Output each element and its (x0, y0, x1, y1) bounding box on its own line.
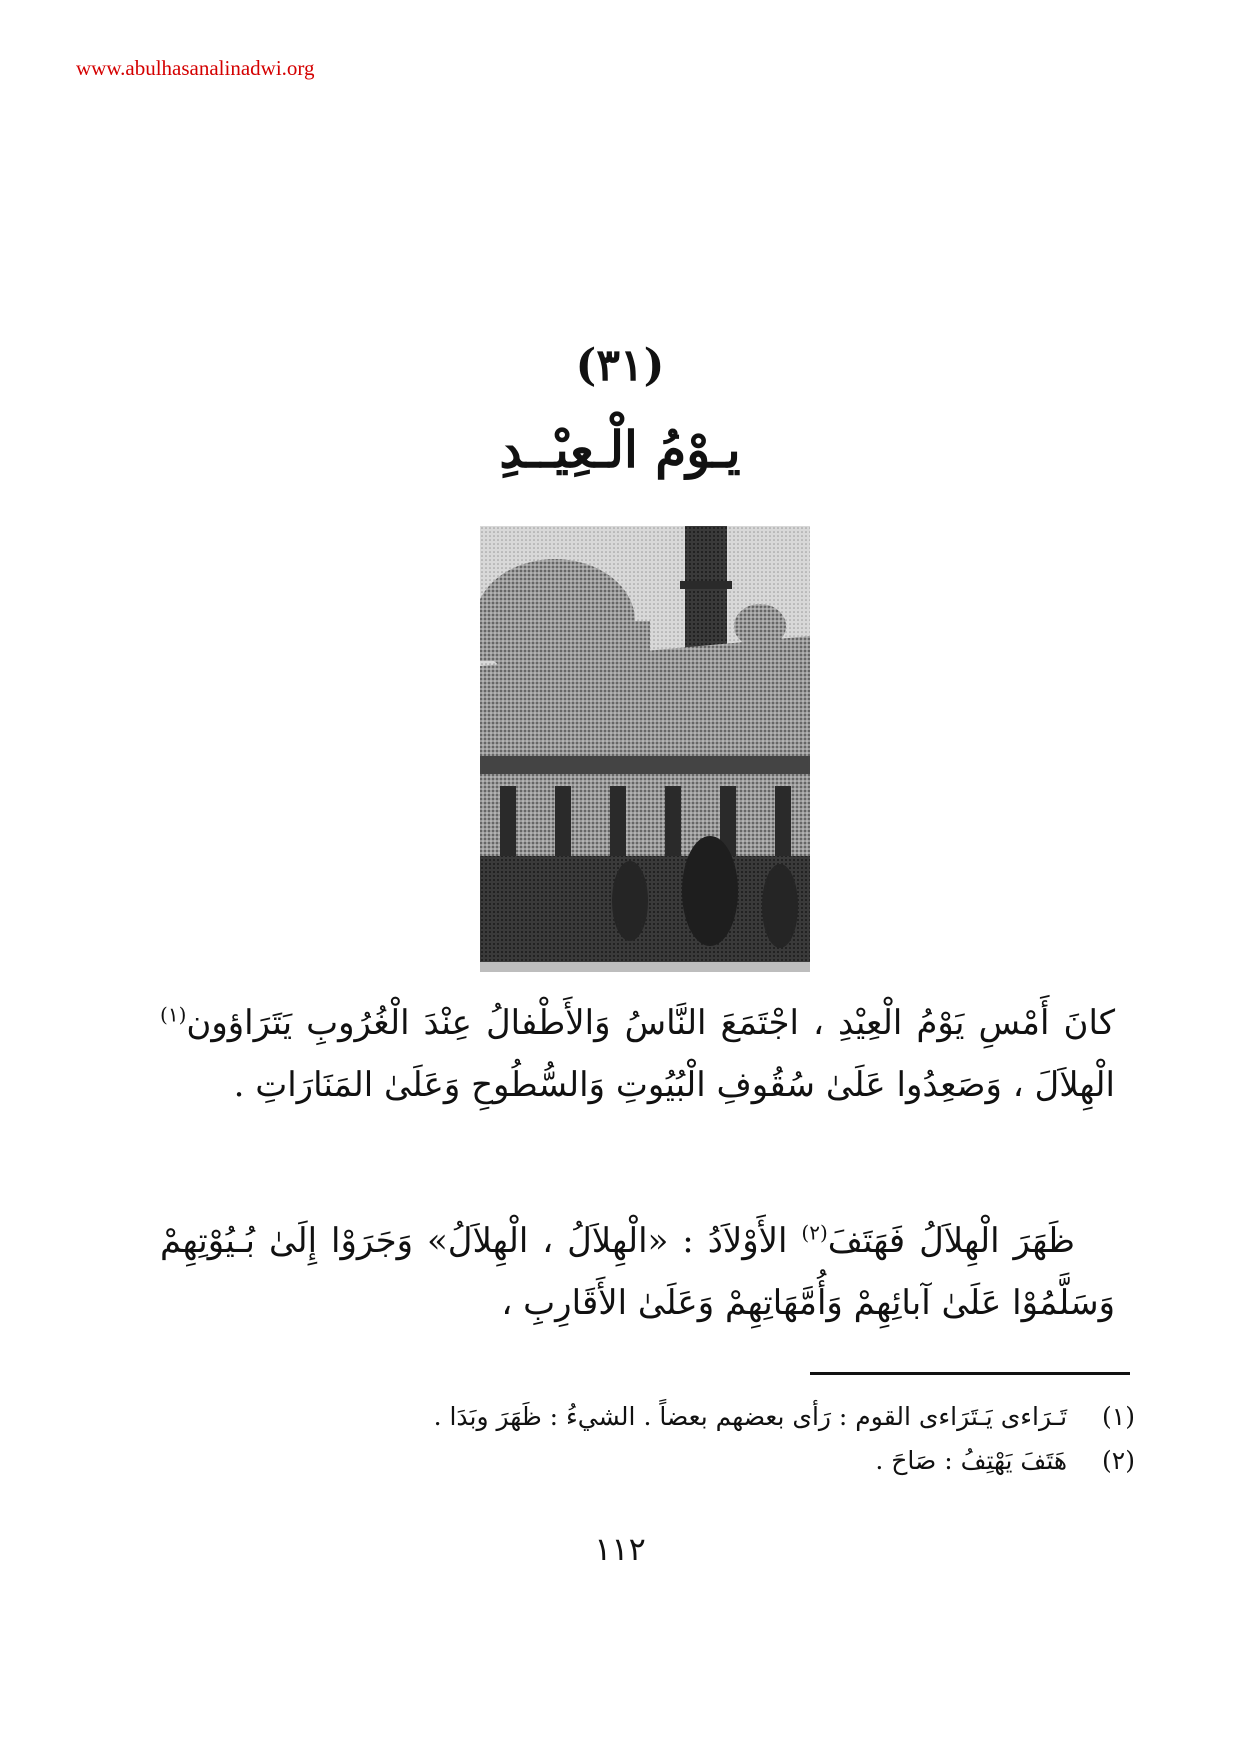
site-url-link[interactable]: www.abulhasanalinadwi.org (76, 56, 315, 80)
lesson-number: (٣١) (575, 340, 665, 391)
page-number: ١١٢ (594, 1530, 646, 1568)
footnote-1-text: تَـرَاءى يَـتَرَاءى القوم : رَأى بعضهم بعضاً . الشيءُ : ظَهَرَ وبَدَا . (433, 1402, 1068, 1431)
footnote-2-text: هَتَفَ يَهْتِفُ : صَاحَ . (875, 1446, 1068, 1475)
footnote-2 (160, 1439, 1135, 1483)
paragraph-1-text-b: الْهِلاَلَ ، وَصَعِدُوا عَلَىٰ سُقُوفِ الْبُيُوتِ وَالسُّطُوحِ وَعَلَىٰ المَنَارَاتِ . (233, 1065, 1115, 1105)
footnote-divider (810, 1372, 1130, 1375)
paragraph-1-text-a: كانَ أَمْسِ يَوْمُ الْعِيْدِ ، اجْتَمَعَ النَّاسُ وَالأَطْفالُ عِنْدَ الْغُرُوبِ يَتَرَاؤون (186, 1003, 1115, 1043)
lesson-title: يـوْمُ الْـعِيْــدِ (499, 420, 741, 479)
footnote-1 (160, 1395, 1135, 1439)
footnote-1-number: (١) (1102, 1402, 1135, 1431)
paragraph-2 (160, 1210, 1115, 1334)
footnote-2-number: (٢) (1102, 1446, 1135, 1475)
footnotes (160, 1395, 1135, 1483)
paragraph-2-text-b: الأَوْلاَدُ : «الْهِلاَلُ ، الْهِلاَلُ» وَجَرَوْا إِلَىٰ بُـيُوْتِهِمْ وَسَلَّمُوْا عَلَىٰ آبائِهِمْ وَأُمَّهَاتِهِمْ وَعَلَىٰ الأَقَارِبِ ، (160, 1221, 1115, 1323)
paragraph-1 (160, 992, 1115, 1116)
mosque-photo (480, 526, 810, 972)
footnote-ref-1: (١) (160, 1002, 187, 1027)
mosque-illustration (480, 526, 810, 972)
footnote-ref-2: (٢) (801, 1220, 828, 1245)
paragraph-2-text-a: ظَهَرَ الْهِلاَلُ فَهَتَفَ (827, 1221, 1075, 1261)
